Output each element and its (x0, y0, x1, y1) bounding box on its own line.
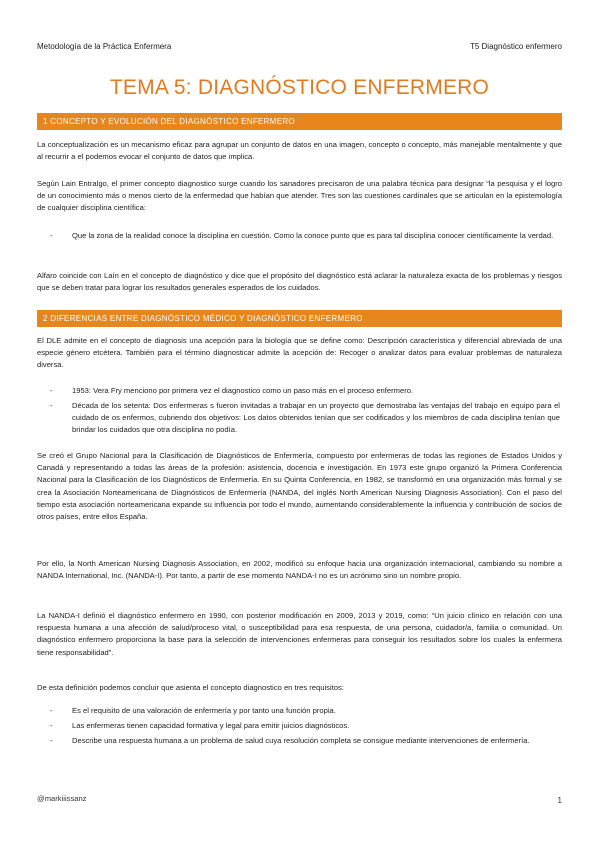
s1-paragraph-3: Alfaro coincide con Laín en el concepto de diagnóstico y dice que el propósito del diagnóstico está aclarar la naturaleza exacta de los problemas y riesgos que se deben tratar para lograr los resultados generales esperados de los cuidados. (37, 271, 562, 293)
bullet-dash: - (50, 231, 53, 240)
s1-bullet-1 (50, 230, 560, 242)
bullet-text: Las enfermeras tienen capacidad formativa y legal para emitir juicios diagnósticos. (72, 721, 350, 730)
bullet-text: 1953: Vera Fry menciono por primera vez el diagnostico como un paso más en el proceso enfermero. (72, 386, 414, 395)
bullet-dash: - (50, 721, 53, 730)
bullet-dash: - (50, 401, 53, 410)
bullet-text: Que la zona de la realidad conoce la disciplina en cuestión. Como la conoce punto que es para tal disciplina conocer científicamente la verdad. (72, 231, 554, 240)
author-handle: @markiiissanz (37, 794, 87, 803)
s2-requirement-1 (50, 705, 560, 717)
section-heading-1: 1 CONCEPTO Y EVOLUCIÓN DEL DIAGNÓSTICO ENFERMERO (37, 113, 562, 130)
s1-paragraph-1: La conceptualización es un mecanismo eficaz para agrupar un conjunto de datos en una imagen, concepto o concepto, más manejable mentalmente y que al recurrir a el podemos evocar el conjunto de datos que implica. (37, 140, 562, 162)
bullet-dash: - (50, 386, 53, 395)
bullet-dash: - (50, 706, 53, 715)
s2-paragraph-1: El DLE admite en el concepto de diagnosis una acepción para la biología que se define como: Descripción característica y diferencial abreviada de una especie género etcétera. También para el término diagnosticar admite la acepción de: Recoger o analizar datos para evaluar problemas de naturaleza diversa. (37, 336, 562, 370)
section-heading-2: 2 DIFERENCIAS ENTRE DIAGNÓSTICO MÉDICO Y DIAGNÓSTICO ENFERMERO (37, 310, 562, 327)
bullet-text: Describe una respuesta humana a un problema de salud cuya resolución completa se consigue mediante intervenciones de enfermería. (72, 736, 530, 745)
s2-paragraph-3: Por ello, la North American Nursing Diagnosis Association, en 2002, modificó su enfoque hacia una organización internacional, cambiando su nombre a NANDA International, Inc. (NANDA-I). Por tanto, a partir de ese momento NANDA-I no es un acrónimo sino un nombre propio. (37, 559, 562, 581)
bullet-dash: - (50, 736, 53, 745)
s2-bullet-1 (50, 385, 560, 397)
s2-requirement-3 (50, 735, 560, 747)
s2-paragraph-4: La NANDA-I definió el diagnóstico enfermero en 1990, con posterior modificación en 2009, 2013 y 2019, como: “Un juicio clínico en relación con una respuesta humana a una afección de salud/proceso vital, o susceptibilidad para esa respuesta, de una persona, cuidador/a, familia o comunidad. Un diagnóstico enfermero proporciona la base para la selección de intervenciones enfermeras para conseguir los resultados sobre los cuales la enfermera tiene responsabilidad”. (37, 611, 562, 657)
header-course: Metodología de la Práctica Enfermera (37, 42, 172, 51)
page-number: 1 (557, 796, 562, 805)
bullet-text: Es el requisito de una valoración de enfermería y por tanto una función propia. (72, 706, 336, 715)
s2-bullet-2 (50, 400, 560, 437)
s2-paragraph-2: Se creó el Grupo Nacional para la Clasificación de Diagnósticos de Enfermería, compuesto por enfermeras de todas las regiones de Estados Unidos y Canadá y representando a todas las áreas de la profesión: asistencia, docencia e investigación. En 1973 este grupo organizó la Primera Conferencia Nacional para la Clasificación de los Diagnósticos de Enfermería. En su Quinta Conferencia, en 1982, se transformó en una organización más formal y se crea la Asociación Norteamericana de Diagnósticos de Enfermería (NANDA, del inglés North American Nursing Diagnosis Association). Con el paso del tiempo esta asociación norteamericana expande su influencia por todo el mundo, aumentando considerablemente la influencia y contribución de socios de otros países, entre ellos España. (37, 451, 562, 522)
s2-requirement-2 (50, 720, 560, 732)
header-topic: T5 Diagnóstico enfermero (469, 42, 562, 51)
s2-paragraph-5: De esta definición podemos concluir que asienta el concepto diagnostico en tres requisitos: (37, 683, 344, 692)
page-title: TEMA 5: DIAGNÓSTICO ENFERMERO (109, 76, 490, 99)
s1-paragraph-2: Según Lain Entralgo, el primer concepto diagnostico surge cuando los sanadores precisaron de una palabra técnica para designar “la pesquisa y el logro de un conocimiento más o menos cierto de la enfermedad que habían que atender. Tres son las cuestiones cardinales que se articulan en la epistemología de cualquier disciplina científica: (37, 179, 562, 213)
bullet-text: Década de los setenta: Dos enfermeras s fueron invitadas a trabajar en un proyecto que demostraba las ventajas del trabajo en equipo para el cuidado de os enfermos, cubriendo dos objetivos: Los datos obtenidos tenían que ser codificados y los miembros de cada disciplina tenían que brindar los cuidados que otra disciplina no podía. (72, 401, 560, 435)
